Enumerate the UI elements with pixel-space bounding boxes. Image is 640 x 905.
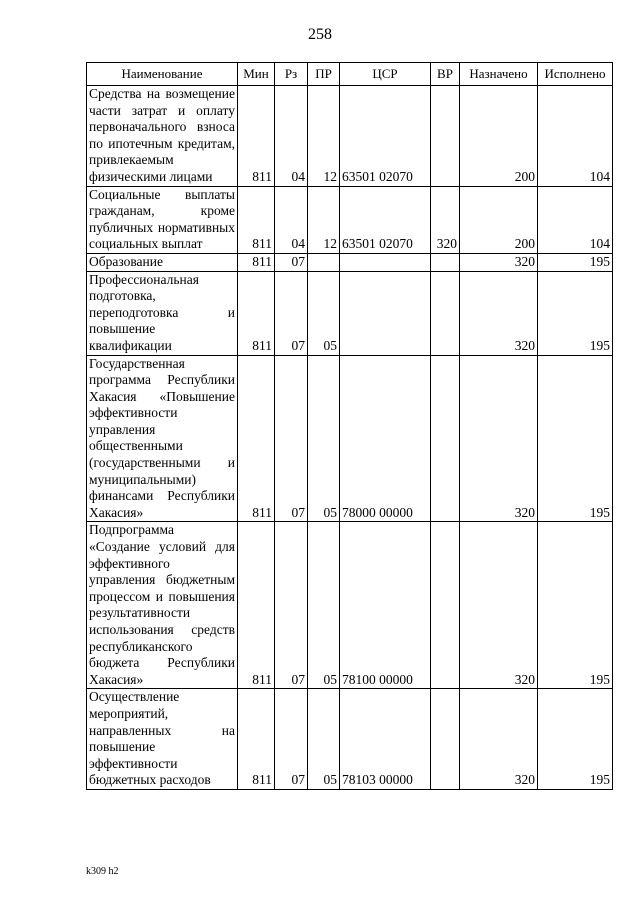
row-vr bbox=[431, 689, 460, 790]
row-name: Образование bbox=[87, 253, 238, 271]
row-min: 811 bbox=[238, 522, 275, 689]
column-header-rz: Рз bbox=[275, 63, 308, 86]
row-name: Социальные выплаты гражданам, кроме публичных нормативных социальных выплат bbox=[87, 186, 238, 253]
row-rz: 07 bbox=[275, 355, 308, 522]
row-csr: 78103 00000 bbox=[340, 689, 431, 790]
column-header-assigned: Назначено bbox=[460, 63, 538, 86]
row-name: Подпрограмма «Создание условий для эффективного управления бюджетным процессом и повышения результативности использования средств республиканского бюджета Республики Хакасия» bbox=[87, 522, 238, 689]
row-csr: 78000 00000 bbox=[340, 355, 431, 522]
table-row bbox=[87, 253, 613, 271]
table-row bbox=[87, 355, 613, 522]
table-row bbox=[87, 522, 613, 689]
row-rz: 07 bbox=[275, 271, 308, 355]
table-row bbox=[87, 689, 613, 790]
row-executed: 104 bbox=[538, 186, 613, 253]
row-pr: 05 bbox=[308, 522, 340, 689]
row-name: Средства на возмещение части затрат и оплату первоначального взноса по ипотечным кредитам, привлекаемым физическими лицами bbox=[87, 86, 238, 187]
column-header-vr: ВР bbox=[431, 63, 460, 86]
row-min: 811 bbox=[238, 253, 275, 271]
table-row bbox=[87, 186, 613, 253]
row-min: 811 bbox=[238, 271, 275, 355]
row-pr: 12 bbox=[308, 86, 340, 187]
row-pr: 05 bbox=[308, 355, 340, 522]
row-name: Осуществление мероприятий, направленных на повышение эффективности бюджетных расходов bbox=[87, 689, 238, 790]
row-assigned: 200 bbox=[460, 186, 538, 253]
row-executed: 195 bbox=[538, 253, 613, 271]
row-assigned: 320 bbox=[460, 253, 538, 271]
row-name: Государственная программа Республики Хакасия «Повышение эффективности управления общественными (государственными и муниципальными) финансами Республики Хакасия» bbox=[87, 355, 238, 522]
table-header-row bbox=[87, 63, 613, 86]
row-assigned: 320 bbox=[460, 271, 538, 355]
row-assigned: 200 bbox=[460, 86, 538, 187]
row-rz: 04 bbox=[275, 86, 308, 187]
row-pr bbox=[308, 253, 340, 271]
row-min: 811 bbox=[238, 355, 275, 522]
row-csr: 78100 00000 bbox=[340, 522, 431, 689]
row-csr: 63501 02070 bbox=[340, 186, 431, 253]
row-assigned: 320 bbox=[460, 355, 538, 522]
row-executed: 195 bbox=[538, 689, 613, 790]
row-name: Профессиональная подготовка, переподготовка и повышение квалификации bbox=[87, 271, 238, 355]
row-min: 811 bbox=[238, 86, 275, 187]
row-min: 811 bbox=[238, 689, 275, 790]
row-executed: 195 bbox=[538, 355, 613, 522]
column-header-min: Мин bbox=[238, 63, 275, 86]
row-vr bbox=[431, 355, 460, 522]
row-pr: 12 bbox=[308, 186, 340, 253]
row-executed: 195 bbox=[538, 522, 613, 689]
row-rz: 07 bbox=[275, 689, 308, 790]
column-header-executed: Исполнено bbox=[538, 63, 613, 86]
row-rz: 07 bbox=[275, 522, 308, 689]
row-vr bbox=[431, 253, 460, 271]
row-vr: 320 bbox=[431, 186, 460, 253]
row-assigned: 320 bbox=[460, 522, 538, 689]
row-vr bbox=[431, 86, 460, 187]
column-header-pr: ПР bbox=[308, 63, 340, 86]
row-csr: 63501 02070 bbox=[340, 86, 431, 187]
footer-code: k309 h2 bbox=[86, 866, 119, 877]
row-executed: 195 bbox=[538, 271, 613, 355]
table-row bbox=[87, 86, 613, 187]
row-min: 811 bbox=[238, 186, 275, 253]
row-rz: 04 bbox=[275, 186, 308, 253]
row-assigned: 320 bbox=[460, 689, 538, 790]
row-executed: 104 bbox=[538, 86, 613, 187]
column-header-name: Наименование bbox=[87, 63, 238, 86]
table-row bbox=[87, 271, 613, 355]
row-vr bbox=[431, 271, 460, 355]
row-csr bbox=[340, 271, 431, 355]
page-number: 258 bbox=[308, 26, 332, 43]
row-csr bbox=[340, 253, 431, 271]
budget-table bbox=[86, 62, 613, 790]
column-header-csr: ЦСР bbox=[340, 63, 431, 86]
row-vr bbox=[431, 522, 460, 689]
row-pr: 05 bbox=[308, 689, 340, 790]
row-pr: 05 bbox=[308, 271, 340, 355]
row-rz: 07 bbox=[275, 253, 308, 271]
